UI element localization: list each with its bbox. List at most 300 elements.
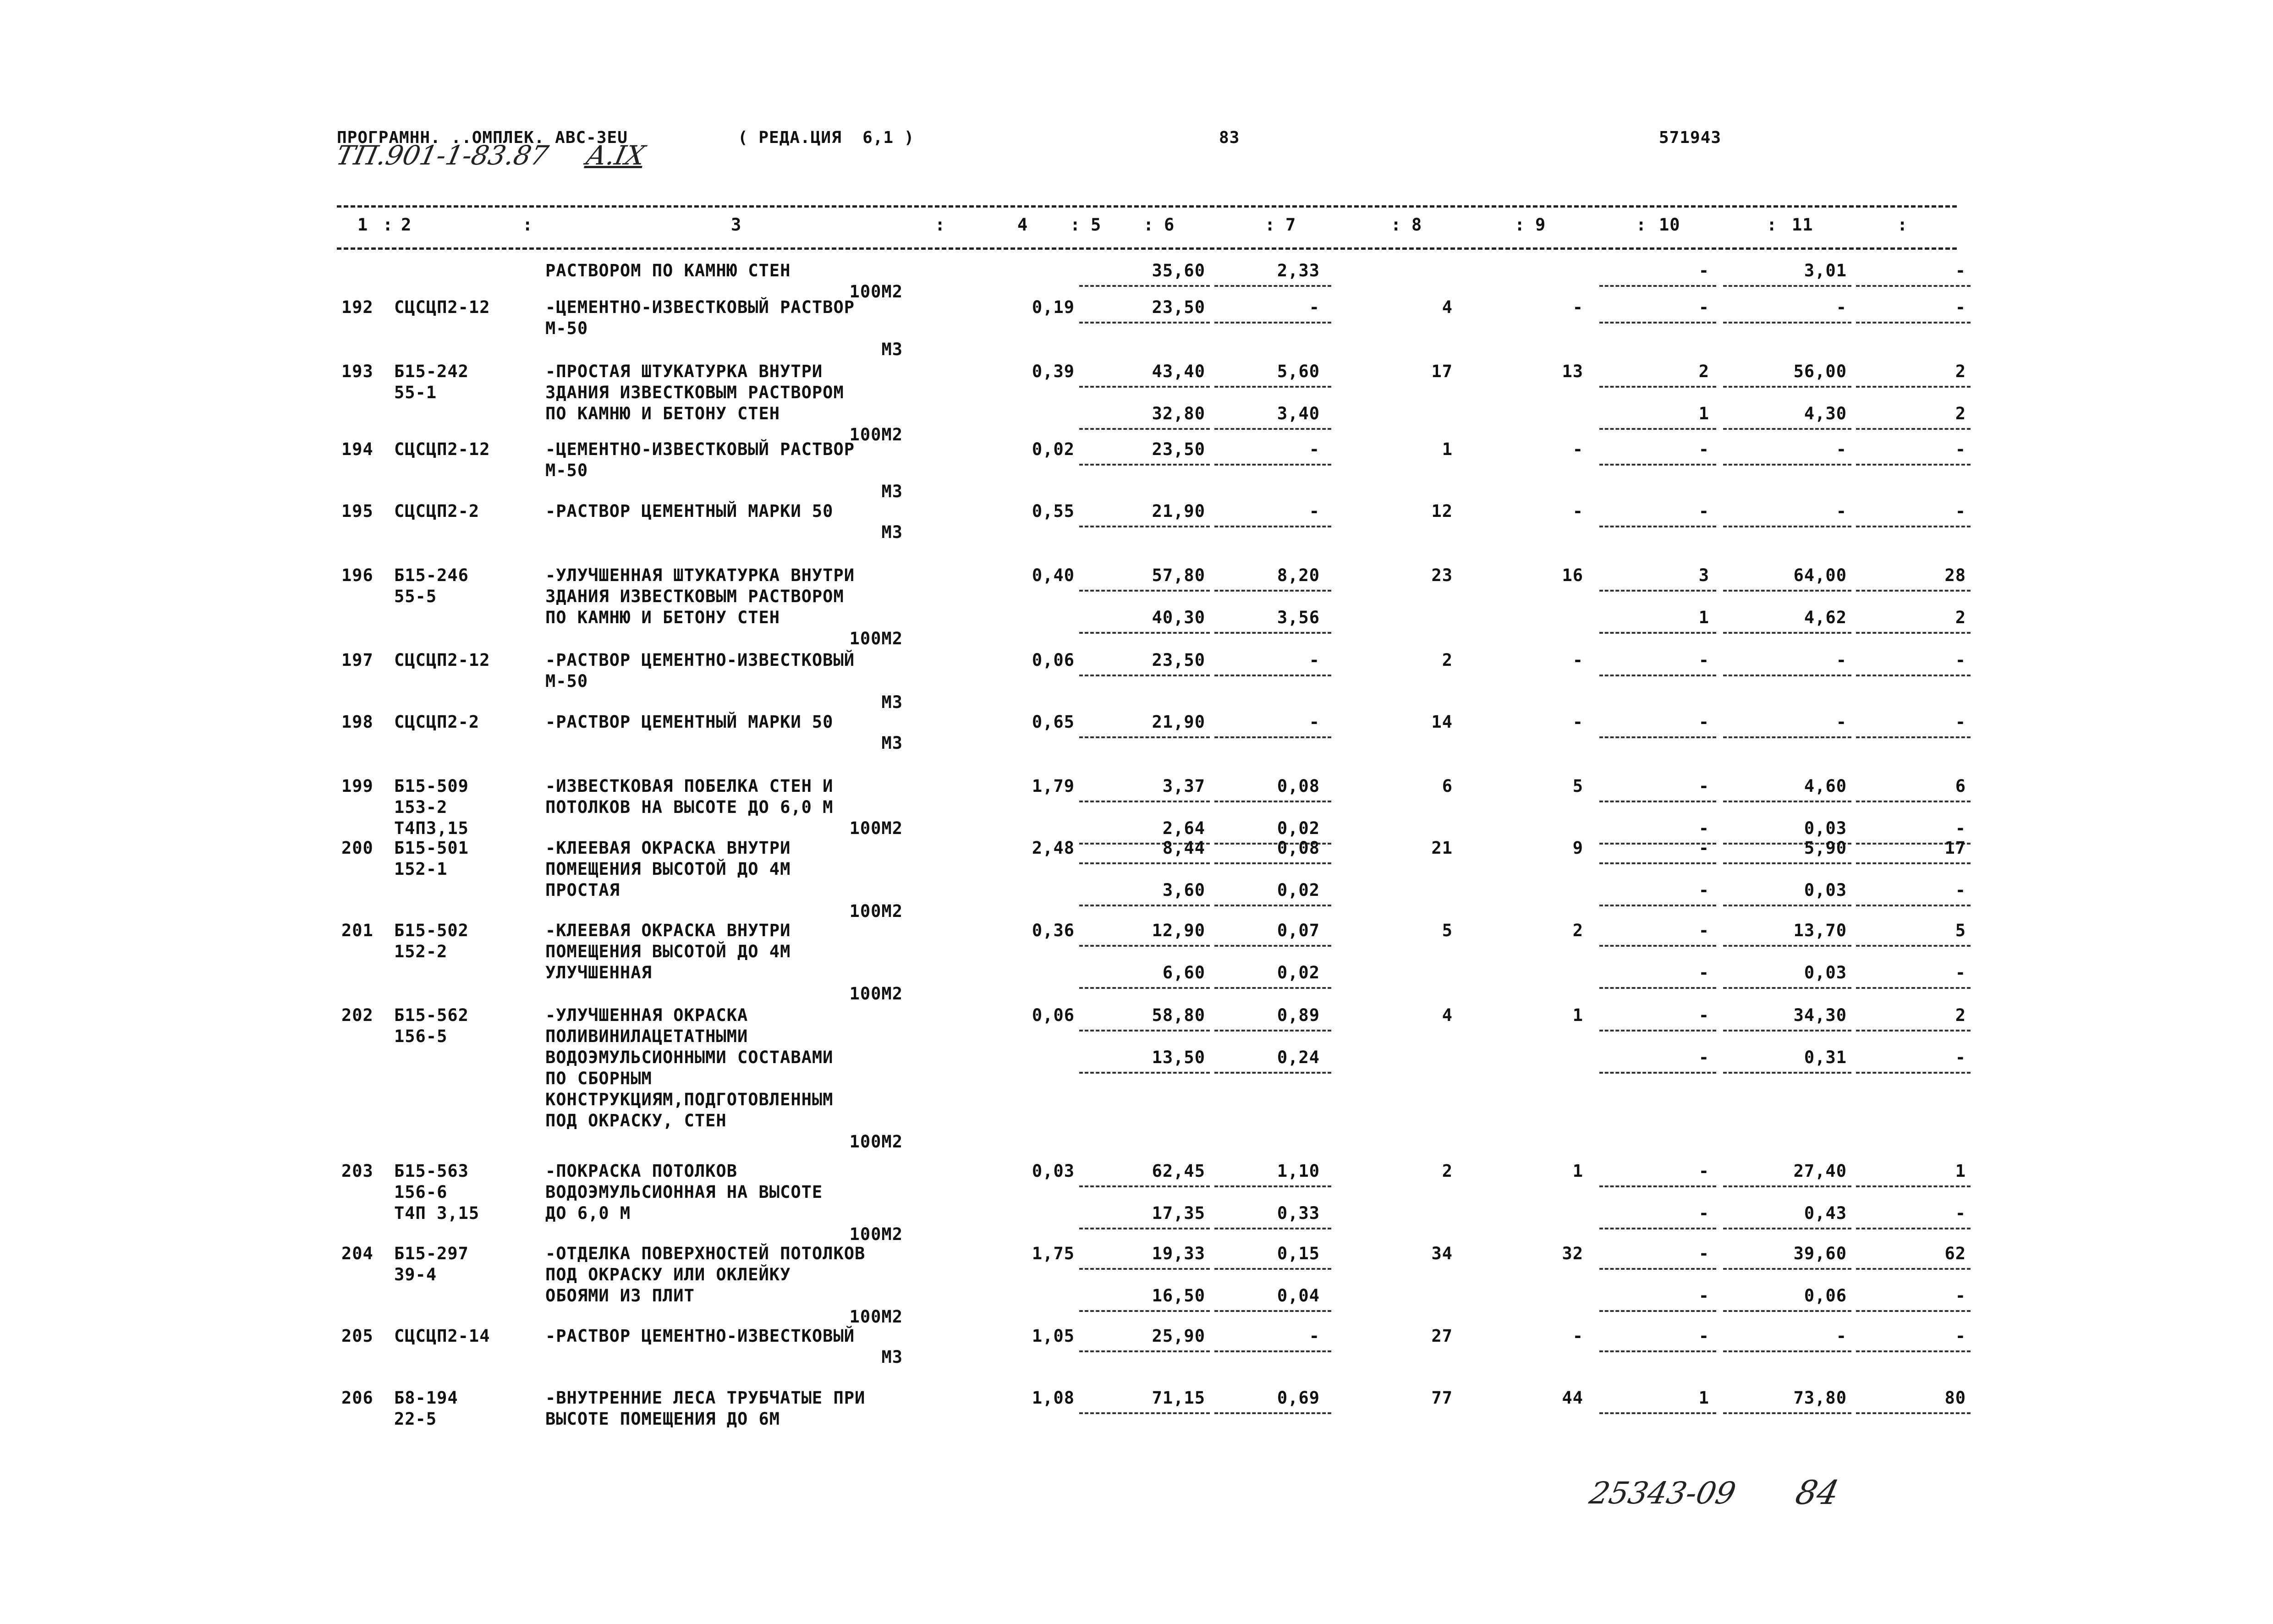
labor-value: 14 [1431,712,1453,732]
cost-separator [1214,464,1331,466]
cost-value: - [1698,1244,1709,1263]
cost-separator [1599,590,1716,592]
price-code: СЦСЦП2-12 [394,297,490,317]
cost-separator [1856,1185,1971,1187]
cost-separator [1856,736,1971,738]
row-number: 203 [341,1161,373,1181]
cost-value: 58,80 [1152,1005,1205,1025]
labor-value: - [1572,712,1583,732]
cost-value: - [1698,1005,1709,1025]
cost-separator [1856,590,1971,592]
cost-separator [1079,1030,1210,1031]
cost-separator [1214,675,1331,676]
cost-value: 0,03 [1804,818,1847,838]
cost-value: - [1309,297,1320,317]
work-description: ПОМЕЩЕНИЯ ВЫСОТОЙ ДО 4М [545,859,791,879]
work-description: -УЛУЧШЕННАЯ ШТУКАТУРКА ВНУТРИ [545,565,855,585]
row-number: 192 [341,297,373,317]
cost-separator [1214,1030,1331,1031]
cost-value: 62,45 [1152,1161,1205,1181]
cost-separator [1723,675,1851,676]
cost-separator [1079,464,1210,466]
column-divider: : [1515,215,1526,235]
column-number: 3 [731,215,742,235]
labor-value: 4 [1442,1005,1453,1025]
cost-separator [1599,801,1716,802]
labor-value: 6 [1442,776,1453,796]
cost-value: 16,50 [1152,1286,1205,1306]
cost-separator [1856,1268,1971,1270]
cost-value: - [1955,963,1966,982]
cost-separator [1856,1310,1971,1312]
price-code: СЦСЦП2-12 [394,650,490,670]
price-code: Б15-246 [394,565,469,585]
cost-separator [1214,801,1331,802]
cost-separator [1723,1350,1851,1352]
work-description: ПОТОЛКОВ НА ВЫСОТЕ ДО 6,0 М [545,797,834,817]
cost-separator [1856,526,1971,527]
program-name: ПРОГРАМНН. ..ОМПЛЕК. АВС-ЗЕU [337,128,628,147]
work-description: ПО КАМНЮ И БЕТОНУ СТЕН [545,404,780,423]
work-description: ПОД ОКРАСКУ, СТЕН [545,1111,727,1130]
cost-separator [1214,386,1331,388]
work-description: ПО КАМНЮ И БЕТОНУ СТЕН [545,608,780,627]
cost-value: 40,30 [1152,608,1205,627]
column-number: 9 [1535,215,1546,235]
column-number: 4 [1017,215,1028,235]
labor-value: - [1572,439,1583,459]
cost-value: - [1698,439,1709,459]
cost-value: 73,80 [1793,1388,1847,1408]
cost-value: - [1955,1048,1966,1067]
quantity-value: 0,19 [1032,297,1075,317]
row-number: 195 [341,501,373,521]
cost-separator [1214,526,1331,527]
unit-label: 100М2 [849,1132,903,1152]
work-description: УЛУЧШЕННАЯ [545,963,652,982]
cost-value: - [1698,921,1709,940]
cost-value: - [1698,1048,1709,1067]
row-number: 199 [341,776,373,796]
cost-value: 3,40 [1277,404,1320,423]
cost-value: - [1836,712,1847,732]
cost-separator [1599,1030,1716,1031]
cost-separator [1214,1228,1331,1229]
cost-separator [1723,1228,1851,1229]
price-code: 156-6 [394,1182,448,1202]
cost-separator [1599,464,1716,466]
unit-label: М3 [881,482,903,501]
cost-separator [1214,1268,1331,1270]
cost-separator [1079,590,1210,592]
cost-value: - [1309,712,1320,732]
cost-separator [1214,1350,1331,1352]
cost-separator [1856,1030,1971,1031]
cost-separator [1079,386,1210,388]
cost-separator [1599,945,1716,947]
cost-value: - [1309,439,1320,459]
cost-separator [1856,862,1971,864]
cost-value: 27,40 [1793,1161,1847,1181]
handwritten-doc-number: 25343-09 [1586,1476,1739,1511]
column-number: 1 [357,215,368,235]
cost-separator [1856,285,1971,287]
cost-separator [1723,322,1851,324]
labor-value: 1 [1442,439,1453,459]
column-divider: : [1070,215,1081,235]
cost-separator [1214,428,1331,430]
column-number: 2 [401,215,412,235]
work-description: -РАСТВОР ЦЕМЕНТНО-ИЗВЕСТКОВЫЙ [545,650,855,670]
cost-value: - [1698,1286,1709,1306]
cost-value: - [1698,1161,1709,1181]
work-description: -УЛУЧШЕННАЯ ОКРАСКА [545,1005,748,1025]
cost-value: 0,02 [1277,818,1320,838]
cost-separator [1856,905,1971,906]
column-divider: : [1143,215,1154,235]
price-code: Б15-509 [394,776,469,796]
cost-value: 13,50 [1152,1048,1205,1067]
cost-value: 43,40 [1152,362,1205,381]
work-description: -КЛЕЕВАЯ ОКРАСКА ВНУТРИ [545,921,791,940]
cost-separator [1079,1310,1210,1312]
cost-separator [1723,801,1851,802]
price-code: 55-5 [394,587,437,606]
cost-value: 1 [1698,404,1709,423]
cost-separator [1723,862,1851,864]
quantity-value: 0,39 [1032,362,1075,381]
price-code: Б15-297 [394,1244,469,1263]
cost-separator [1599,1228,1716,1229]
cost-value: 80 [1944,1388,1966,1408]
work-description: -РАСТВОР ЦЕМЕНТНО-ИЗВЕСТКОВЫЙ [545,1326,855,1346]
cost-value: 5,90 [1804,838,1847,858]
cost-value: 21,90 [1152,712,1205,732]
labor-value: 9 [1572,838,1583,858]
work-description: М-50 [545,461,588,480]
labor-value: 23 [1431,565,1453,585]
cost-value: 0,07 [1277,921,1320,940]
cost-value: 39,60 [1793,1244,1847,1263]
cost-separator [1599,1412,1716,1414]
work-description: -ЦЕМЕНТНО-ИЗВЕСТКОВЫЙ РАСТВОР [545,439,855,459]
cost-value: 3,37 [1162,776,1205,796]
top-rule [337,205,1957,208]
cost-separator [1214,1412,1331,1414]
quantity-value: 0,06 [1032,1005,1075,1025]
cost-separator [1079,1228,1210,1229]
labor-value: 32 [1562,1244,1583,1263]
cost-separator [1079,1072,1210,1074]
labor-value: 2 [1572,921,1583,940]
cost-separator [1856,1228,1971,1229]
price-code: Б15-242 [394,362,469,381]
price-code: Т4П 3,15 [394,1203,480,1223]
quantity-value: 2,48 [1032,838,1075,858]
cost-separator [1599,1268,1716,1270]
labor-value: 44 [1562,1388,1583,1408]
work-description: РАСТВОРОМ ПО КАМНЮ СТЕН [545,261,791,280]
cost-separator [1723,428,1851,430]
cost-separator [1214,322,1331,324]
work-description: ОБОЯМИ ИЗ ПЛИТ [545,1286,695,1306]
cost-value: - [1698,650,1709,670]
cost-value: 13,70 [1793,921,1847,940]
labor-value: 2 [1442,650,1453,670]
cost-value: 8,44 [1162,838,1205,858]
work-description: ЗДАНИЯ ИЗВЕСТКОВЫМ РАСТВОРОМ [545,383,844,402]
cost-separator [1079,862,1210,864]
work-description: ПОД ОКРАСКУ ИЛИ ОКЛЕЙКУ [545,1265,791,1284]
cost-separator [1079,322,1210,324]
cost-value: 0,08 [1277,838,1320,858]
cost-separator [1856,464,1971,466]
cost-value: - [1309,650,1320,670]
column-number: 11 [1792,215,1813,235]
row-number: 206 [341,1388,373,1408]
labor-value: - [1572,1326,1583,1346]
cost-separator [1079,1185,1210,1187]
labor-value: 1 [1572,1161,1583,1181]
cost-value: - [1836,439,1847,459]
cost-separator [1856,1412,1971,1414]
cost-separator [1214,285,1331,287]
cost-separator [1599,526,1716,527]
price-code: 22-5 [394,1409,437,1429]
price-code: 152-1 [394,859,448,879]
cost-value: 2 [1955,1005,1966,1025]
price-code: 153-2 [394,797,448,817]
cost-separator [1856,801,1971,802]
cost-value: - [1955,1203,1966,1223]
quantity-value: 0,02 [1032,439,1075,459]
cost-value: - [1698,880,1709,900]
cost-value: 12,90 [1152,921,1205,940]
work-description: -РАСТВОР ЦЕМЕНТНЫЙ МАРКИ 50 [545,712,834,732]
cost-separator [1599,675,1716,676]
work-description: ПОМЕЩЕНИЯ ВЫСОТОЙ ДО 4М [545,942,791,961]
price-code: 156-5 [394,1026,448,1046]
row-number: 202 [341,1005,373,1025]
cost-value: 0,06 [1804,1286,1847,1306]
labor-value: 77 [1431,1388,1453,1408]
cost-separator [1214,862,1331,864]
row-number: 193 [341,362,373,381]
labor-value: 5 [1442,921,1453,940]
labor-value: 21 [1431,838,1453,858]
work-description: -ПОКРАСКА ПОТОЛКОВ [545,1161,737,1181]
cost-value: 34,30 [1793,1005,1847,1025]
cost-separator [1723,590,1851,592]
column-divider: : [1897,215,1908,235]
cost-value: - [1836,501,1847,521]
quantity-value: 0,65 [1032,712,1075,732]
column-divider: : [1391,215,1402,235]
cost-value: 2 [1698,362,1709,381]
cost-value: 0,03 [1804,963,1847,982]
cost-value: - [1955,501,1966,521]
price-code: 55-1 [394,383,437,402]
cost-separator [1856,675,1971,676]
price-code: СЦСЦП2-14 [394,1326,490,1346]
cost-value: 0,31 [1804,1048,1847,1067]
cost-separator [1723,632,1851,634]
row-number: 198 [341,712,373,732]
labor-value: 12 [1431,501,1453,521]
cost-separator [1723,1412,1851,1414]
cost-value: - [1955,1326,1966,1346]
cost-value: - [1698,501,1709,521]
unit-label: 100М2 [849,425,903,444]
cost-value: - [1955,439,1966,459]
cost-value: - [1955,650,1966,670]
work-description: -РАСТВОР ЦЕМЕНТНЫЙ МАРКИ 50 [545,501,834,521]
cost-separator [1723,1268,1851,1270]
cost-separator [1079,987,1210,989]
cost-separator [1599,632,1716,634]
cost-separator [1723,945,1851,947]
cost-value: 62 [1944,1244,1966,1263]
labor-value: 34 [1431,1244,1453,1263]
cost-separator [1723,987,1851,989]
work-description: ЗДАНИЯ ИЗВЕСТКОВЫМ РАСТВОРОМ [545,587,844,606]
labor-value: 17 [1431,362,1453,381]
labor-value: - [1572,297,1583,317]
cost-separator [1599,1350,1716,1352]
labor-value: 27 [1431,1326,1453,1346]
cost-value: - [1309,1326,1320,1346]
cost-separator [1214,632,1331,634]
cost-value: 19,33 [1152,1244,1205,1263]
cost-separator [1856,428,1971,430]
price-code: Б15-563 [394,1161,469,1181]
cost-separator [1856,386,1971,388]
unit-label: 100М2 [849,984,903,1004]
column-number: 8 [1411,215,1422,235]
cost-separator [1599,285,1716,287]
row-number: 194 [341,439,373,459]
row-number: 197 [341,650,373,670]
cost-separator [1599,1072,1716,1074]
cost-separator [1079,801,1210,802]
quantity-value: 0,06 [1032,650,1075,670]
unit-label: М3 [881,692,903,712]
cost-value: 23,50 [1152,439,1205,459]
cost-value: - [1955,880,1966,900]
cost-value: 1,10 [1277,1161,1320,1181]
price-code: Б15-562 [394,1005,469,1025]
column-number: 5 [1091,215,1102,235]
cost-value: - [1836,650,1847,670]
cost-separator [1599,1310,1716,1312]
cost-value: 0,04 [1277,1286,1320,1306]
work-description: КОНСТРУКЦИЯМ,ПОДГОТОВЛЕННЫМ [545,1090,834,1109]
cost-value: 3,56 [1277,608,1320,627]
column-divider: : [1767,215,1778,235]
header-rule [337,247,1957,250]
price-code: Б15-501 [394,838,469,858]
work-description: ПРОСТАЯ [545,880,620,900]
price-code: СЦСЦП2-12 [394,439,490,459]
work-description: М-50 [545,318,588,338]
cost-separator [1079,905,1210,906]
album-number: А.IX [583,140,648,171]
work-description: ВЫСОТЕ ПОМЕЩЕНИЯ ДО 6М [545,1409,780,1429]
column-number: 10 [1659,215,1680,235]
cost-value: 2,33 [1277,261,1320,280]
cost-value: - [1698,261,1709,280]
cost-value: 35,60 [1152,261,1205,280]
cost-separator [1079,675,1210,676]
work-description: -ИЗВЕСТКОВАЯ ПОБЕЛКА СТЕН И [545,776,834,796]
row-number: 204 [341,1244,373,1263]
cost-value: 6,60 [1162,963,1205,982]
cost-separator [1214,590,1331,592]
cost-value: 25,90 [1152,1326,1205,1346]
cost-value: 23,50 [1152,650,1205,670]
cost-separator [1599,862,1716,864]
cost-value: 28 [1944,565,1966,585]
cost-value: 17 [1944,838,1966,858]
cost-value: - [1955,712,1966,732]
cost-separator [1599,428,1716,430]
cost-separator [1856,945,1971,947]
cost-value: 5 [1955,921,1966,940]
cost-value: 0,43 [1804,1203,1847,1223]
unit-label: 100М2 [849,629,903,648]
labor-value: 13 [1562,362,1583,381]
unit-label: 100М2 [849,818,903,838]
labor-value: 2 [1442,1161,1453,1181]
column-divider: : [522,215,533,235]
cost-separator [1599,322,1716,324]
quantity-value: 1,79 [1032,776,1075,796]
work-description: -ОТДЕЛКА ПОВЕРХНОСТЕЙ ПОТОЛКОВ [545,1244,866,1263]
cost-separator [1723,736,1851,738]
unit-label: 100М2 [849,282,903,302]
price-code: 152-2 [394,942,448,961]
cost-separator [1856,987,1971,989]
cost-value: 0,89 [1277,1005,1320,1025]
cost-separator [1723,1310,1851,1312]
cost-separator [1723,1072,1851,1074]
column-number: 7 [1285,215,1296,235]
cost-value: 1 [1698,608,1709,627]
cost-value: - [1836,297,1847,317]
cost-value: 23,50 [1152,297,1205,317]
cost-separator [1856,1072,1971,1074]
quantity-value: 1,08 [1032,1388,1075,1408]
unit-label: 100М2 [849,901,903,921]
work-description: ВОДОЭМУЛЬСИОННАЯ НА ВЫСОТЕ [545,1182,823,1202]
cost-separator [1214,1072,1331,1074]
cost-value: 64,00 [1793,565,1847,585]
cost-value: 56,00 [1793,362,1847,381]
labor-value: 5 [1572,776,1583,796]
edition-label: ( РЕДА.ЦИЯ 6,1 ) [738,128,915,147]
cost-separator [1723,1030,1851,1031]
cost-separator [1079,736,1210,738]
cost-value: 0,02 [1277,880,1320,900]
cost-value: - [1698,818,1709,838]
cost-value: - [1955,1286,1966,1306]
cost-separator [1214,1185,1331,1187]
quantity-value: 0,40 [1032,565,1075,585]
price-code: 39-4 [394,1265,437,1284]
cost-value: 3,60 [1162,880,1205,900]
column-divider: : [1265,215,1276,235]
cost-value: 0,08 [1277,776,1320,796]
